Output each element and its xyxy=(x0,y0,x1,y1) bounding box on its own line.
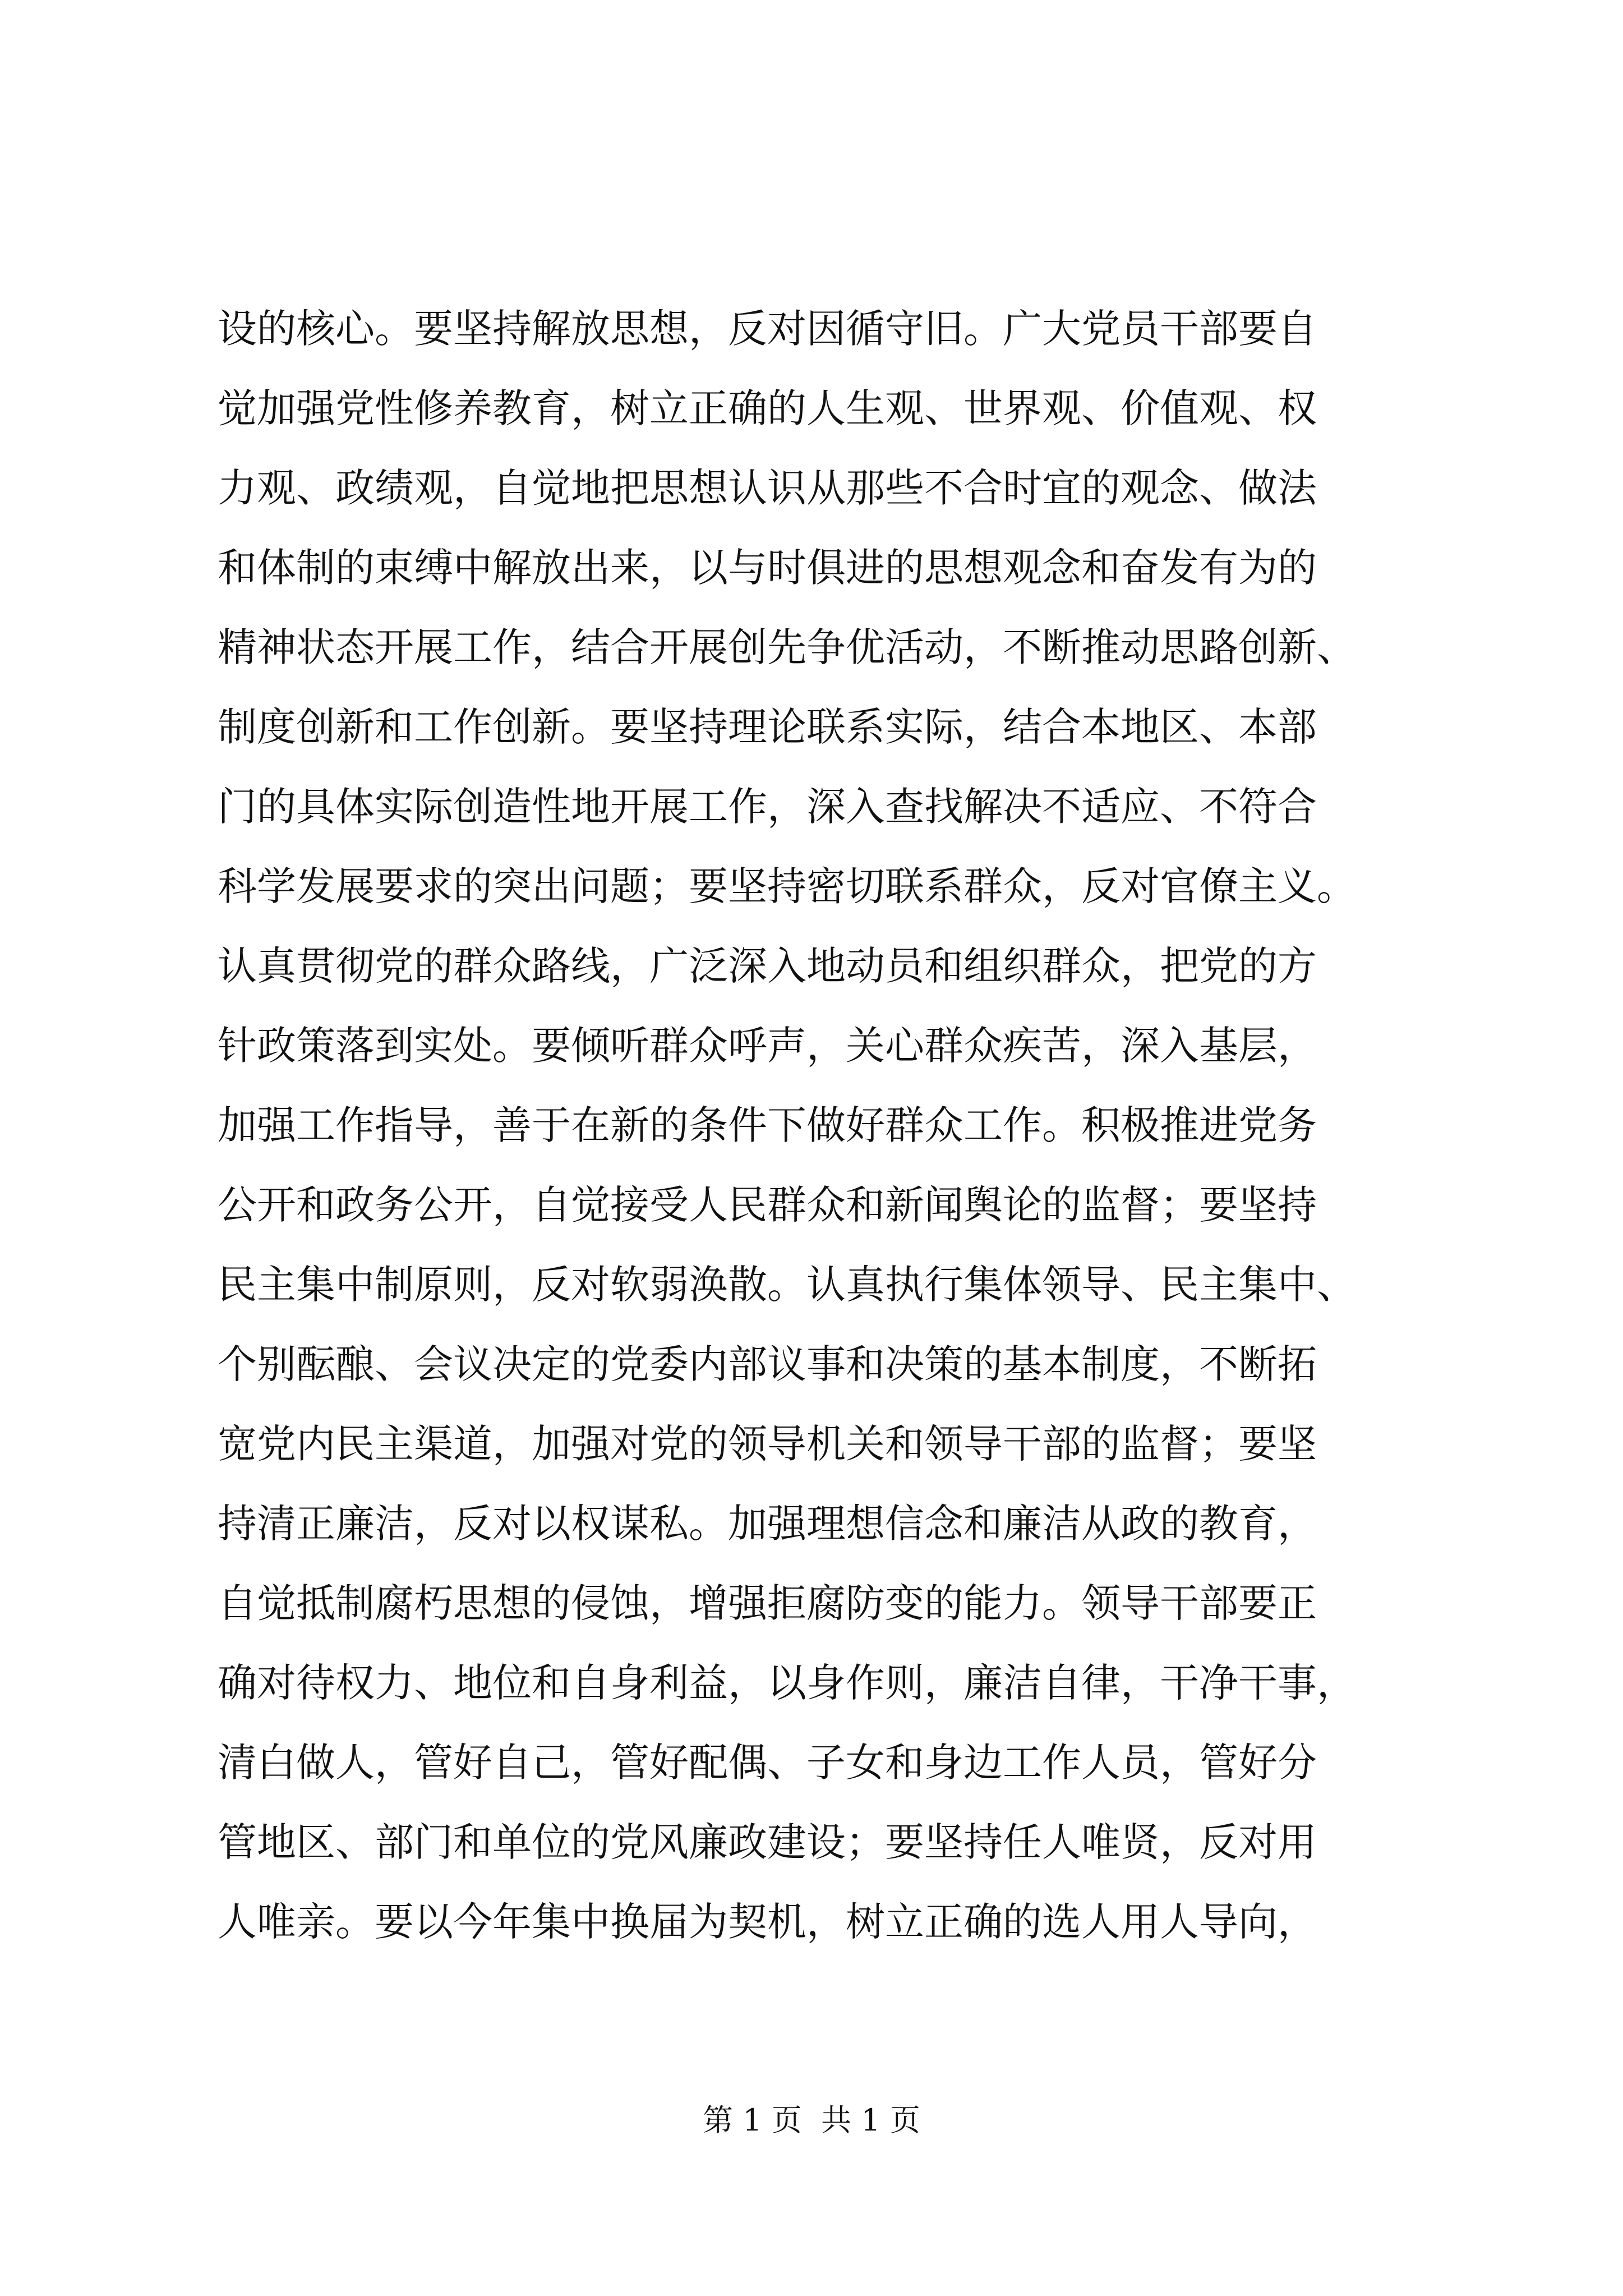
body-text xyxy=(218,289,1418,1962)
text-line: 力观、政绩观，自觉地把思想认识从那些不合时宜的观念、做法 xyxy=(218,465,1317,511)
text-line: 民主集中制原则，反对软弱涣散。认真执行集体领导、民主集中、 xyxy=(218,1262,1356,1308)
text-line: 科学发展要求的突出问题；要坚持密切联系群众，反对官僚主义。 xyxy=(218,863,1356,909)
text-line: 精神状态开展工作，结合开展创先争优活动，不断推动思路创新、 xyxy=(218,624,1356,670)
text-line: 门的具体实际创造性地开展工作，深入查找解决不适应、不符合 xyxy=(218,784,1317,830)
text-line: 自觉抵制腐朽思想的侵蚀，增强拒腐防变的能力。领导干部要正 xyxy=(218,1580,1317,1626)
text-line: 宽党内民主渠道，加强对党的领导机关和领导干部的监督；要坚 xyxy=(218,1421,1317,1467)
text-line: 清白做人，管好自己，管好配偶、子女和身边工作人员，管好分 xyxy=(218,1740,1317,1786)
text-line: 加强工作指导，善于在新的条件下做好群众工作。积极推进党务 xyxy=(218,1102,1317,1148)
text-line: 持清正廉洁，反对以权谋私。加强理想信念和廉洁从政的教育， xyxy=(218,1501,1317,1547)
text-line: 制度创新和工作创新。要坚持理论联系实际，结合本地区、本部 xyxy=(218,704,1317,750)
text-line: 针政策落到实处。要倾听群众呼声，关心群众疾苦，深入基层， xyxy=(218,1023,1317,1069)
text-line: 认真贯彻党的群众路线，广泛深入地动员和组织群众，把党的方 xyxy=(218,943,1317,989)
text-line: 管地区、部门和单位的党风廉政建设；要坚持任人唯贤，反对用 xyxy=(218,1819,1317,1865)
text-line: 公开和政务公开，自觉接受人民群众和新闻舆论的监督；要坚持 xyxy=(218,1182,1317,1228)
text-line: 设的核心。要坚持解放思想，反对因循守旧。广大党员干部要自 xyxy=(218,306,1317,352)
page-footer: 第 1 页 共 1 页 xyxy=(703,2102,920,2138)
text-line: 人唯亲。要以今年集中换届为契机，树立正确的选人用人导向， xyxy=(218,1899,1317,1945)
text-line: 觉加强党性修养教育，树立正确的人生观、世界观、价值观、权 xyxy=(218,385,1317,431)
text-line: 个别酝酿、会议决定的党委内部议事和决策的基本制度，不断拓 xyxy=(218,1341,1317,1387)
text-line: 和体制的束缚中解放出来，以与时俱进的思想观念和奋发有为的 xyxy=(218,545,1317,591)
text-line: 确对待权力、地位和自身利益，以身作则，廉洁自律，干净干事， xyxy=(218,1660,1356,1706)
